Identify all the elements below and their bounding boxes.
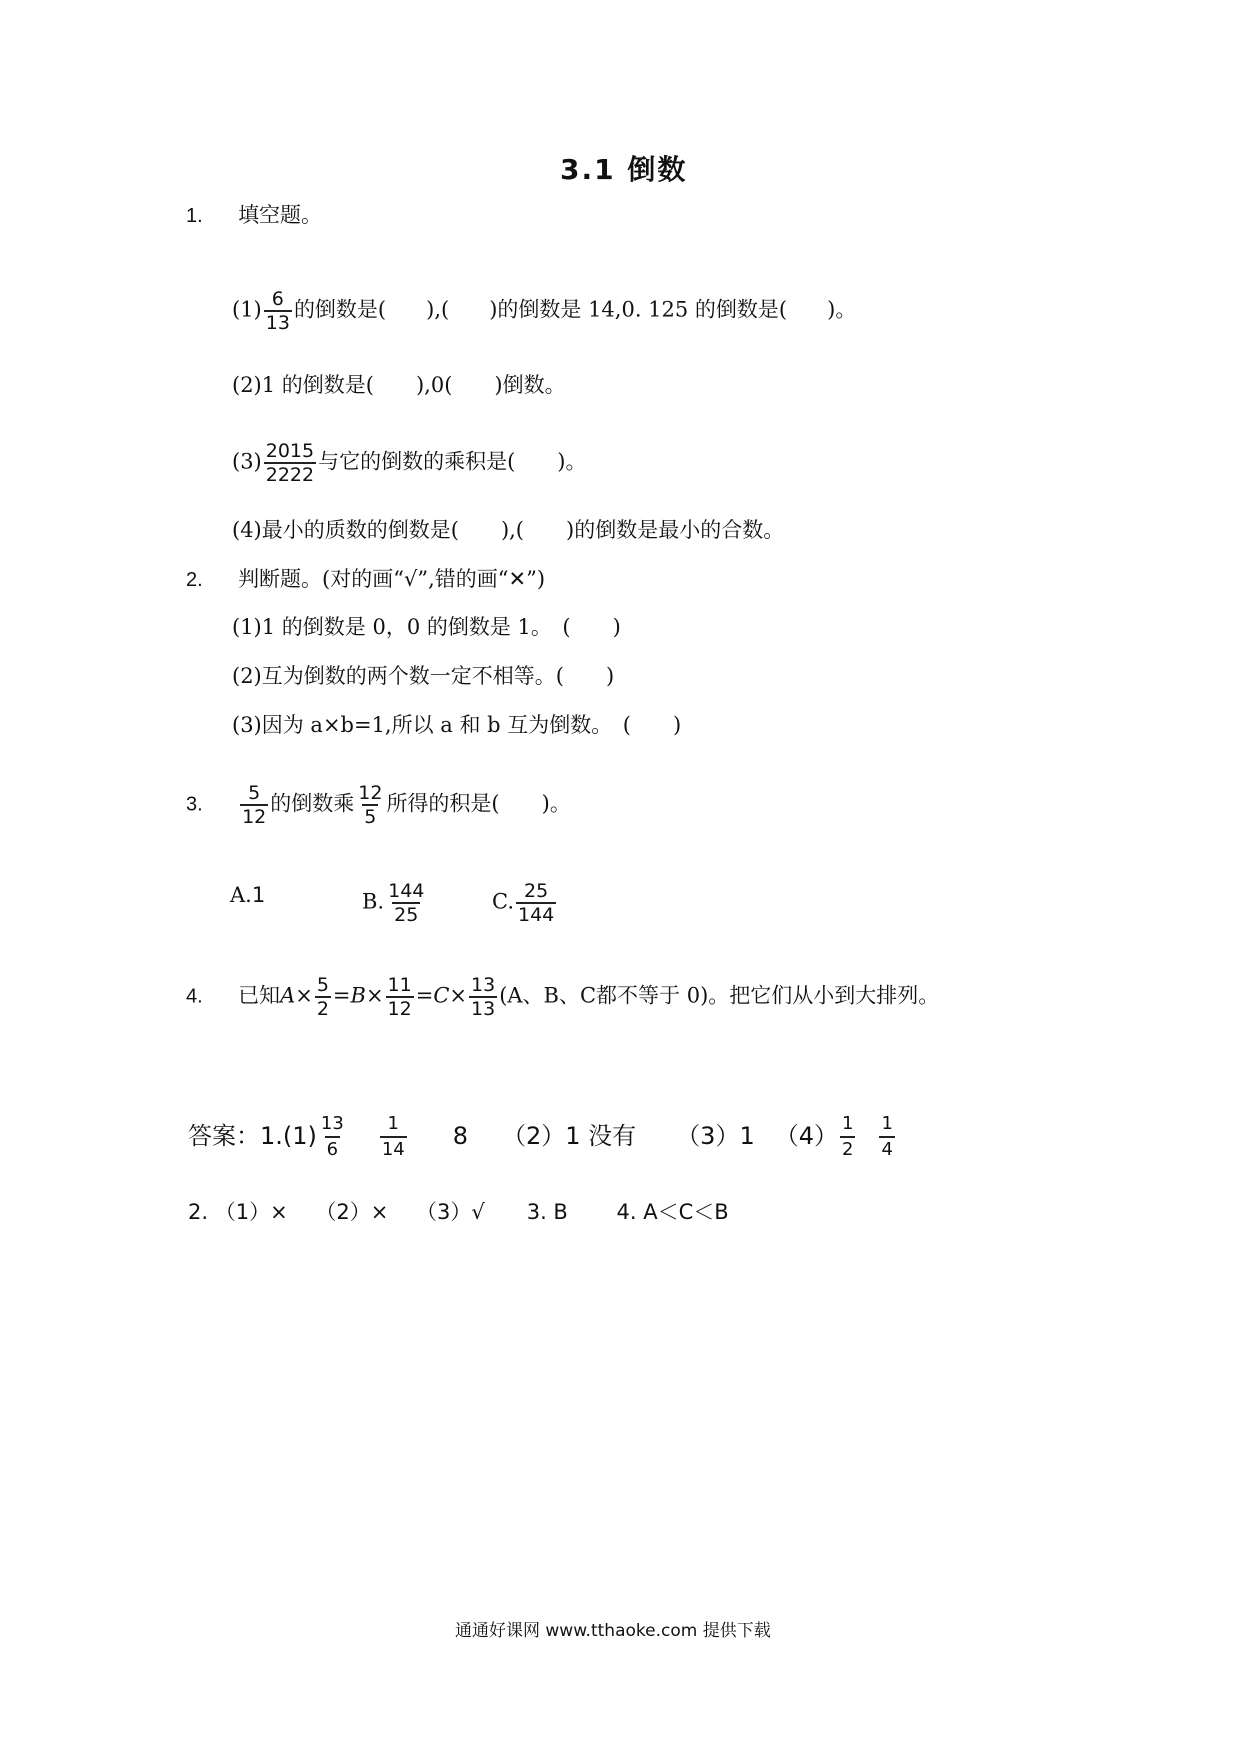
question-text: 所得的积是( )。 (386, 791, 571, 816)
question-text: 的倒数是( (293, 297, 387, 322)
fraction: $\frac{2015}{2222}$ (265, 440, 315, 486)
question-2-item: (1)1 的倒数是 0，0 的倒数是 1。 ( ) (232, 615, 621, 639)
option-label: C. (492, 889, 514, 914)
fraction: $\frac{144}{25}$ (388, 880, 425, 926)
question-1-part-3 (232, 440, 587, 486)
fraction: $\frac{25}{144}$ (518, 880, 555, 926)
fraction: $\frac{13}{6}$ (320, 1113, 344, 1160)
math-term: A× (280, 983, 313, 1008)
option-label: A. (230, 883, 252, 907)
answer-value: （3）1 (676, 1122, 755, 1150)
answer-value: （4） (774, 1122, 838, 1150)
fraction: $\frac{11}{12}$ (387, 974, 412, 1020)
question-number: 2. (186, 569, 203, 591)
fraction: $\frac{5}{12}$ (242, 782, 267, 828)
option-a (230, 880, 265, 910)
question-number: 4. (186, 985, 203, 1008)
question-1-part-2: (2)1 的倒数是( ),0( )倒数。 (232, 373, 566, 397)
fraction: $\frac{5}{2}$ (316, 974, 329, 1020)
math-term: =B× (332, 983, 384, 1008)
footer-text: 通通好课网 www.tthaoke.com 提供下载 (455, 1621, 771, 1641)
math-term: =C× (415, 983, 467, 1008)
option-value: 1 (251, 883, 266, 907)
answer-value: 8 (452, 1122, 468, 1150)
fraction: $\frac{6}{13}$ (265, 288, 290, 334)
question-1-heading (186, 200, 322, 231)
question-text: 与它的倒数的乘积是( )。 (318, 449, 587, 474)
fraction: $\frac{1}{4}$ (881, 1113, 893, 1160)
answers-line-1 (188, 1112, 897, 1162)
question-text: 的倒数乘 (270, 791, 355, 816)
option-label: B. (362, 889, 385, 914)
question-1-part-4: (4)最小的质数的倒数是( ),( )的倒数是最小的合数。 (232, 518, 785, 542)
answers-line-2: 2. （1）× （2）× （3）√ 3. B 4. A＜C＜B (188, 1200, 729, 1224)
fraction: $\frac{1}{2}$ (842, 1113, 854, 1160)
answer-value: （2）1 没有 (502, 1122, 637, 1150)
question-4 (186, 974, 939, 1020)
question-text: 判断题。(对的画“√”,错的画“✕”) (238, 567, 546, 591)
question-2-heading (186, 564, 545, 595)
question-1-part-1 (232, 288, 856, 334)
part-label: (1) (232, 297, 262, 322)
option-b (362, 880, 428, 926)
fraction: $\frac{12}{5}$ (358, 782, 383, 828)
question-text: 填空题。 (238, 203, 323, 227)
question-2-item: (3)因为 a×b=1,所以 a 和 b 互为倒数。 ( ) (232, 713, 682, 737)
fraction: $\frac{13}{13}$ (471, 974, 496, 1020)
question-number: 1. (186, 205, 203, 227)
option-c (492, 880, 558, 926)
question-text: 已知 (238, 983, 281, 1008)
page-title: 3.1 倒数 (560, 153, 688, 186)
answer-label: 答案：1.(1) (188, 1122, 317, 1150)
fraction: $\frac{1}{14}$ (381, 1113, 405, 1160)
part-label: (3) (232, 449, 262, 474)
question-2-item: (2)互为倒数的两个数一定不相等。( ) (232, 664, 615, 688)
question-3 (186, 782, 571, 828)
question-text: ),( (426, 297, 450, 322)
question-text: )。 (827, 297, 857, 322)
question-text: )的倒数是 14,0. 125 的倒数是( (489, 297, 788, 322)
question-number: 3. (186, 793, 203, 816)
question-text: (A、B、C都不等于 0)。把它们从小到大排列。 (499, 983, 940, 1008)
